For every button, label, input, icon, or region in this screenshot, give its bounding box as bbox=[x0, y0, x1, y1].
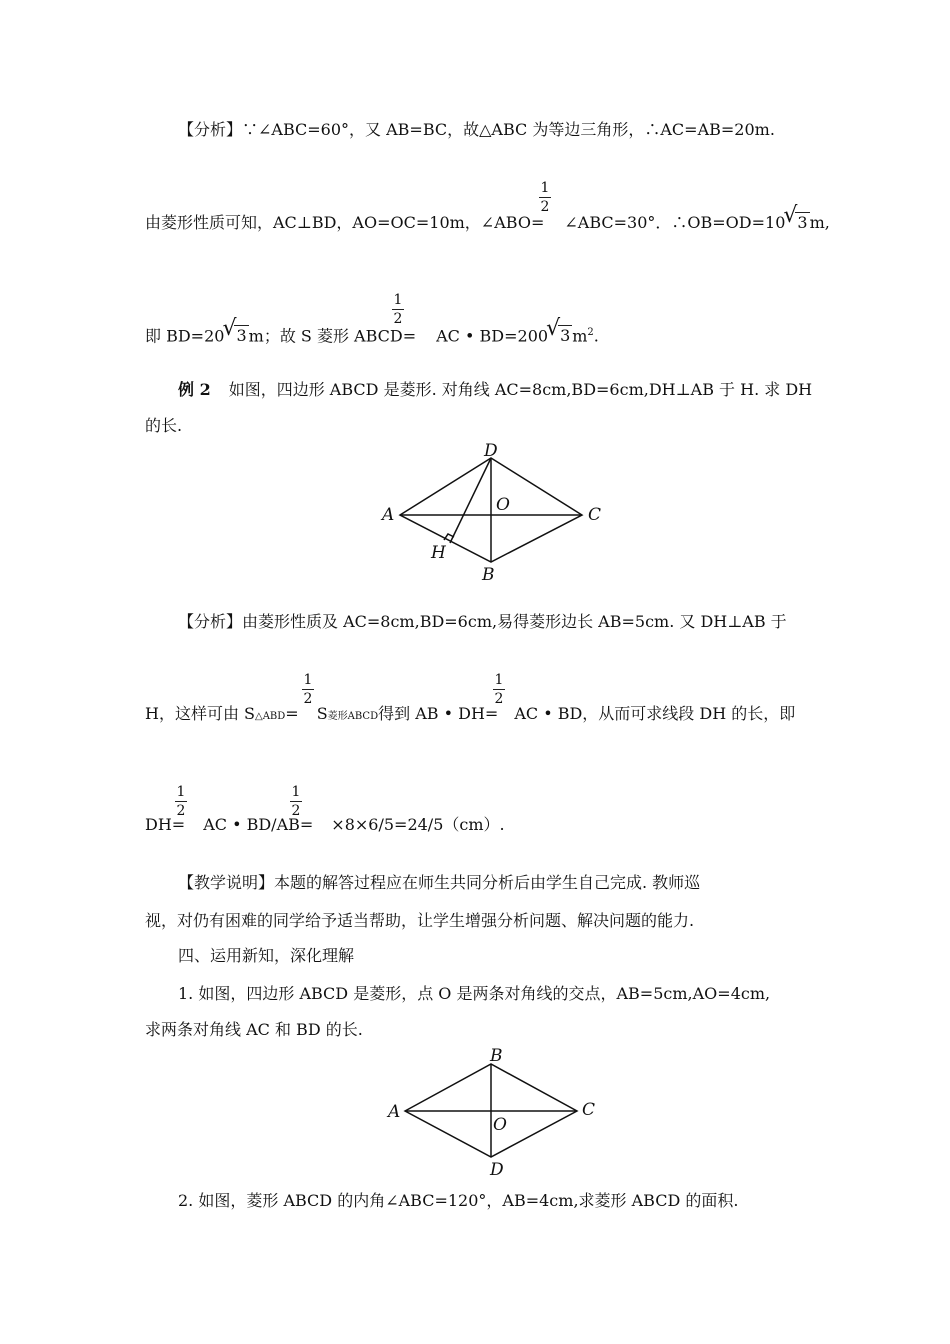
label-h: H bbox=[431, 543, 446, 563]
rhombus-figure-2 bbox=[380, 1045, 610, 1180]
label-d: D bbox=[490, 1160, 504, 1180]
sqrt-3: √ 3 bbox=[548, 325, 572, 346]
analysis1-line3: 即 BD=20√ 3 m；故 S 菱形 ABCD= AC • BD=200√ 3 $m^2$. bbox=[145, 323, 599, 346]
example-label: 例 2 bbox=[178, 380, 211, 399]
teaching-line2: 视，对仍有困难的同学给予适当帮助，让学生增强分析问题、解决问题的能力. bbox=[145, 911, 695, 930]
label-c: C bbox=[588, 505, 602, 525]
label-b: B bbox=[490, 1046, 503, 1066]
fraction-one-half: 1 2 bbox=[393, 292, 403, 327]
analysis1-line1: 【分析】∵∠ABC=60°，又 AB=BC，故△ABC 为等边三角形，∴AC=AB=20m. bbox=[178, 120, 775, 139]
fraction-one-half: 1 2 bbox=[176, 784, 186, 819]
teaching-line1: 【教学说明】本题的解答过程应在师生共同分析后由学生自己完成. 教师巡 bbox=[178, 873, 701, 892]
analysis2-line1: 【分析】由菱形性质及 AC=8cm,BD=6cm,易得菱形边长 AB=5cm. 又 DH⊥AB 于 bbox=[178, 612, 787, 631]
label-c: C bbox=[582, 1100, 596, 1120]
rhombus-figure-1 bbox=[370, 440, 620, 590]
section-title: 四、运用新知，深化理解 bbox=[178, 946, 355, 965]
sqrt-3: √ 3 bbox=[224, 325, 248, 346]
label-o: O bbox=[496, 495, 510, 515]
label-b: B bbox=[482, 565, 495, 585]
analysis2-line3: DH= AC • BD/AB= ×8×6/5=24/5（cm）. bbox=[145, 815, 505, 834]
label-d: D bbox=[484, 441, 498, 461]
analysis1-line2: 由菱形性质可知，AC⊥BD，AO=OC=10m，∠ABO= ∠ABC=30°．∴OB=OD=10√ 3 m, bbox=[145, 212, 830, 233]
question2-line1: 2. 如图，菱形 ABCD 的内角∠ABC=120°，AB=4cm,求菱形 ABCD 的面积. bbox=[178, 1191, 739, 1210]
label-a: A bbox=[382, 505, 395, 525]
example2-line2: 的长. bbox=[145, 416, 183, 435]
question1-line1: 1. 如图，四边形 ABCD 是菱形，点 O 是两条对角线的交点，AB=5cm,AO=4cm, bbox=[178, 984, 771, 1003]
fraction-one-half: 1 2 bbox=[494, 672, 504, 707]
label-o: O bbox=[493, 1115, 507, 1135]
label-a: A bbox=[388, 1102, 401, 1122]
fraction-one-half: 1 2 bbox=[303, 672, 313, 707]
analysis2-line2: H，这样可由 S△ABD= S菱形ABCD得到 AB • DH= AC • BD，从而可求线段 DH 的长，即 bbox=[145, 704, 796, 723]
fraction-one-half: 1 2 bbox=[540, 180, 550, 215]
fraction-one-half: 1 2 bbox=[291, 784, 301, 819]
question1-line2: 求两条对角线 AC 和 BD 的长. bbox=[145, 1020, 363, 1039]
sqrt-3: √ 3 bbox=[785, 212, 809, 233]
example2-line1: 例 2 如图，四边形 ABCD 是菱形. 对角线 AC=8cm,BD=6cm,DH⊥AB 于 H. 求 DH bbox=[178, 380, 813, 399]
